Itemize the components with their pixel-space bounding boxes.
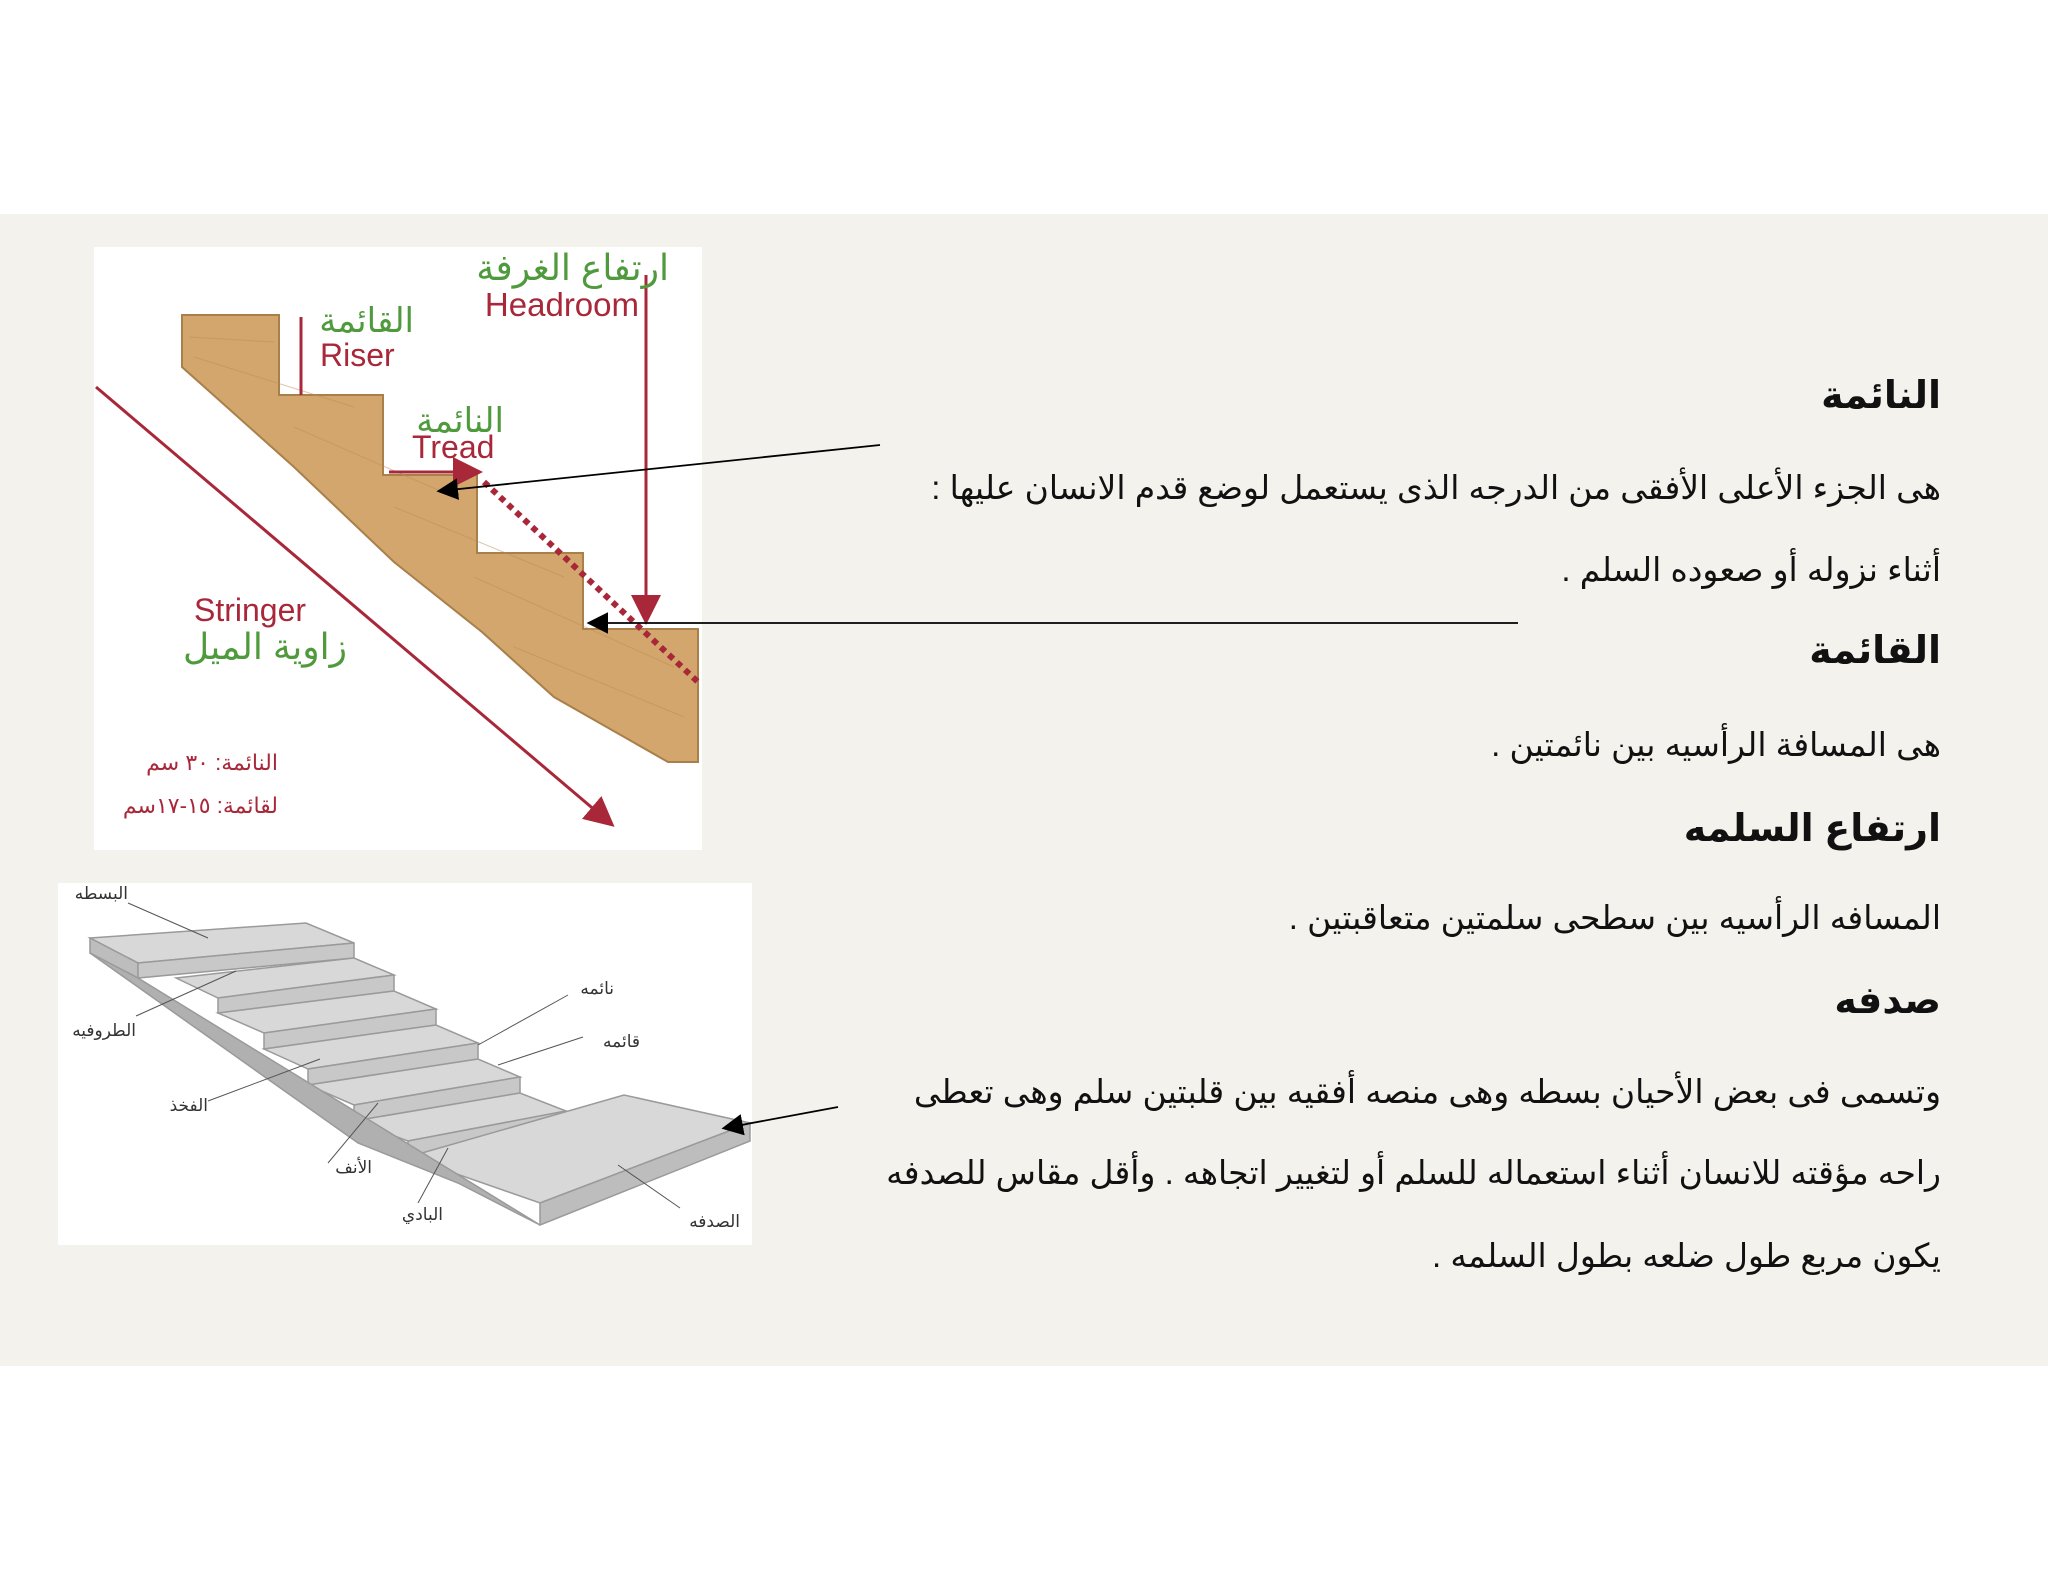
stringer-ar-label: زاوية الميل — [182, 626, 347, 667]
tread-size-note: النائمة: ٣٠ سم — [146, 750, 278, 775]
tread-pointer-arrow — [440, 445, 880, 491]
label-landing: الصدفه — [689, 1212, 740, 1231]
heading-landing: صدفه — [1834, 980, 1941, 1022]
label-thigh: الفخذ — [169, 1096, 208, 1115]
riser-text-line-1: هى المسافة الرأسيه بين نائمتين . — [1491, 726, 1941, 763]
heading-tread: النائمة — [1821, 375, 1941, 417]
riser-en-label: Riser — [320, 337, 395, 373]
label-riser: قائمه — [603, 1032, 640, 1051]
flight-height-text-line-1: المسافه الرأسيه بين سطحى سلمتين متعاقبتين . — [1288, 899, 1941, 936]
tread-text-line-1: هى الجزء الأعلى الأفقى من الدرجه الذى يستعمل لوضع قدم الانسان عليها : — [931, 469, 1941, 506]
headroom-en-label: Headroom — [484, 286, 639, 323]
label-tread: نائمه — [580, 979, 614, 998]
tread-ar-label: النائمة — [416, 402, 504, 440]
riser-ar-label: القائمة — [319, 302, 414, 340]
tread-en-label: Tread — [412, 429, 495, 465]
riser-size-note: لقائمة: ١٥-١٧سم — [122, 793, 278, 818]
label-nosing-edge: الطروفيه — [72, 1021, 136, 1040]
label-starter: البادي — [401, 1205, 443, 1224]
label-landing-top: البسطه — [74, 884, 128, 903]
label-nose: الأنف — [335, 1158, 372, 1177]
headroom-ar-label: ارتفاع الغرفة — [476, 247, 669, 288]
landing-text-line-2: راحه مؤقته للانسان أثناء استعماله للسلم أو لتغيير اتجاهه . وأقل مقاس للصدفه — [886, 1154, 1941, 1191]
tread-text-line-2: أثناء نزوله أو صعوده السلم . — [1561, 551, 1941, 588]
heading-flight-height: ارتفاع السلمه — [1683, 808, 1941, 850]
landing-text-line-3: يكون مربع طول ضلعه بطول السلمه . — [1432, 1237, 1941, 1274]
heading-riser: القائمة — [1809, 630, 1941, 672]
stringer-en-label: Stringer — [194, 592, 307, 628]
landing-pointer-arrow — [725, 1107, 838, 1128]
landing-text-line-1: وتسمى فى بعض الأحيان بسطه وهى منصه أفقيه بين قلبتين سلم وهى تعطى — [913, 1073, 1941, 1110]
